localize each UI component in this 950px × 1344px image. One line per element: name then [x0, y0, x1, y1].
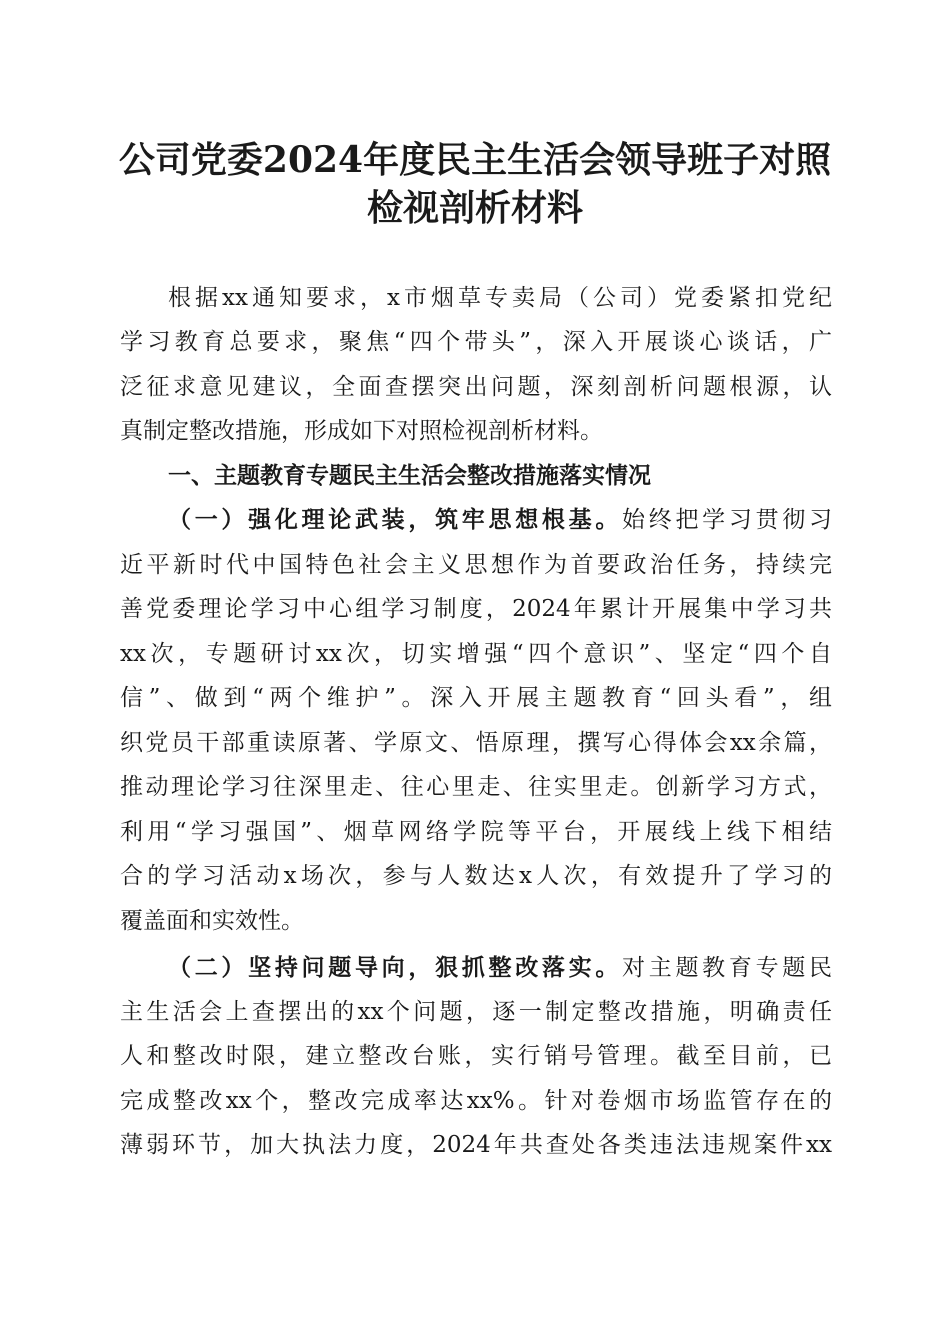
- intro-line-2: 学习教育总要求，聚焦“四个带头”，深入开展谈心谈话，广: [120, 329, 832, 355]
- sub1-line-2: 近平新时代中国特色社会主义思想作为首要政治任务，持续完: [120, 552, 832, 578]
- sub1-line-1: [168, 505, 832, 535]
- sub1-line-4: xx次，专题研讨xx次，切实增强“四个意识”、坚定“四个自: [120, 641, 832, 667]
- intro-line-3: 泛征求意见建议，全面查摆突出问题，深刻剖析问题根源，认: [120, 374, 832, 400]
- sub1-line-7: 推动理论学习往深里走、往心里走、往实里走。创新学习方式，: [120, 774, 832, 800]
- sub1-lead: （一）强化理论武装，筑牢思想根基。: [168, 506, 623, 533]
- sub2-line-5: 薄弱环节，加大执法力度，2024年共查处各类违法违规案件xx: [120, 1132, 832, 1158]
- sub2-line-2: 主生活会上查摆出的xx个问题，逐一制定整改措施，明确责任: [120, 999, 832, 1025]
- sub1-line-6: 织党员干部重读原著、学原文、悟原理，撰写心得体会xx余篇，: [120, 730, 832, 756]
- sub1-line-3: 善党委理论学习中心组学习制度，2024年累计开展集中学习共: [120, 596, 832, 622]
- sub2-line-4: 完成整改xx个，整改完成率达xx%。针对卷烟市场监管存在的: [120, 1088, 832, 1114]
- sub1-line-5: 信”、做到“两个维护”。深入开展主题教育“回头看”，组: [120, 685, 832, 711]
- sub1-first-rest: 始终把学习贯彻习: [622, 507, 833, 533]
- sub2-lead: （二）坚持问题导向，狠抓整改落实。: [168, 954, 623, 981]
- intro-line-1: 根据xx通知要求，x市烟草专卖局（公司）党委紧扣党纪: [168, 285, 832, 311]
- sub1-line-10: 覆盖面和实效性。: [120, 908, 304, 934]
- sub1-line-8: 利用“学习强国”、烟草网络学院等平台，开展线上线下相结: [120, 819, 832, 845]
- section-heading-1: 一、主题教育专题民主生活会整改措施落实情况: [168, 463, 651, 489]
- sub2-line-3: 人和整改时限，建立整改台账，实行销号管理。截至目前，已: [120, 1043, 832, 1069]
- intro-line-4: 真制定整改措施，形成如下对照检视剖析材料。: [120, 418, 603, 444]
- document-title-line-1: 公司党委2024年度民主生活会领导班子对照: [118, 139, 832, 181]
- sub1-line-9: 合的学习活动x场次，参与人数达x人次，有效提升了学习的: [120, 863, 832, 889]
- sub2-first-rest: 对主题教育专题民: [622, 955, 833, 981]
- document-title-line-2: 检视剖析材料: [366, 187, 583, 229]
- sub2-line-1: [168, 953, 832, 983]
